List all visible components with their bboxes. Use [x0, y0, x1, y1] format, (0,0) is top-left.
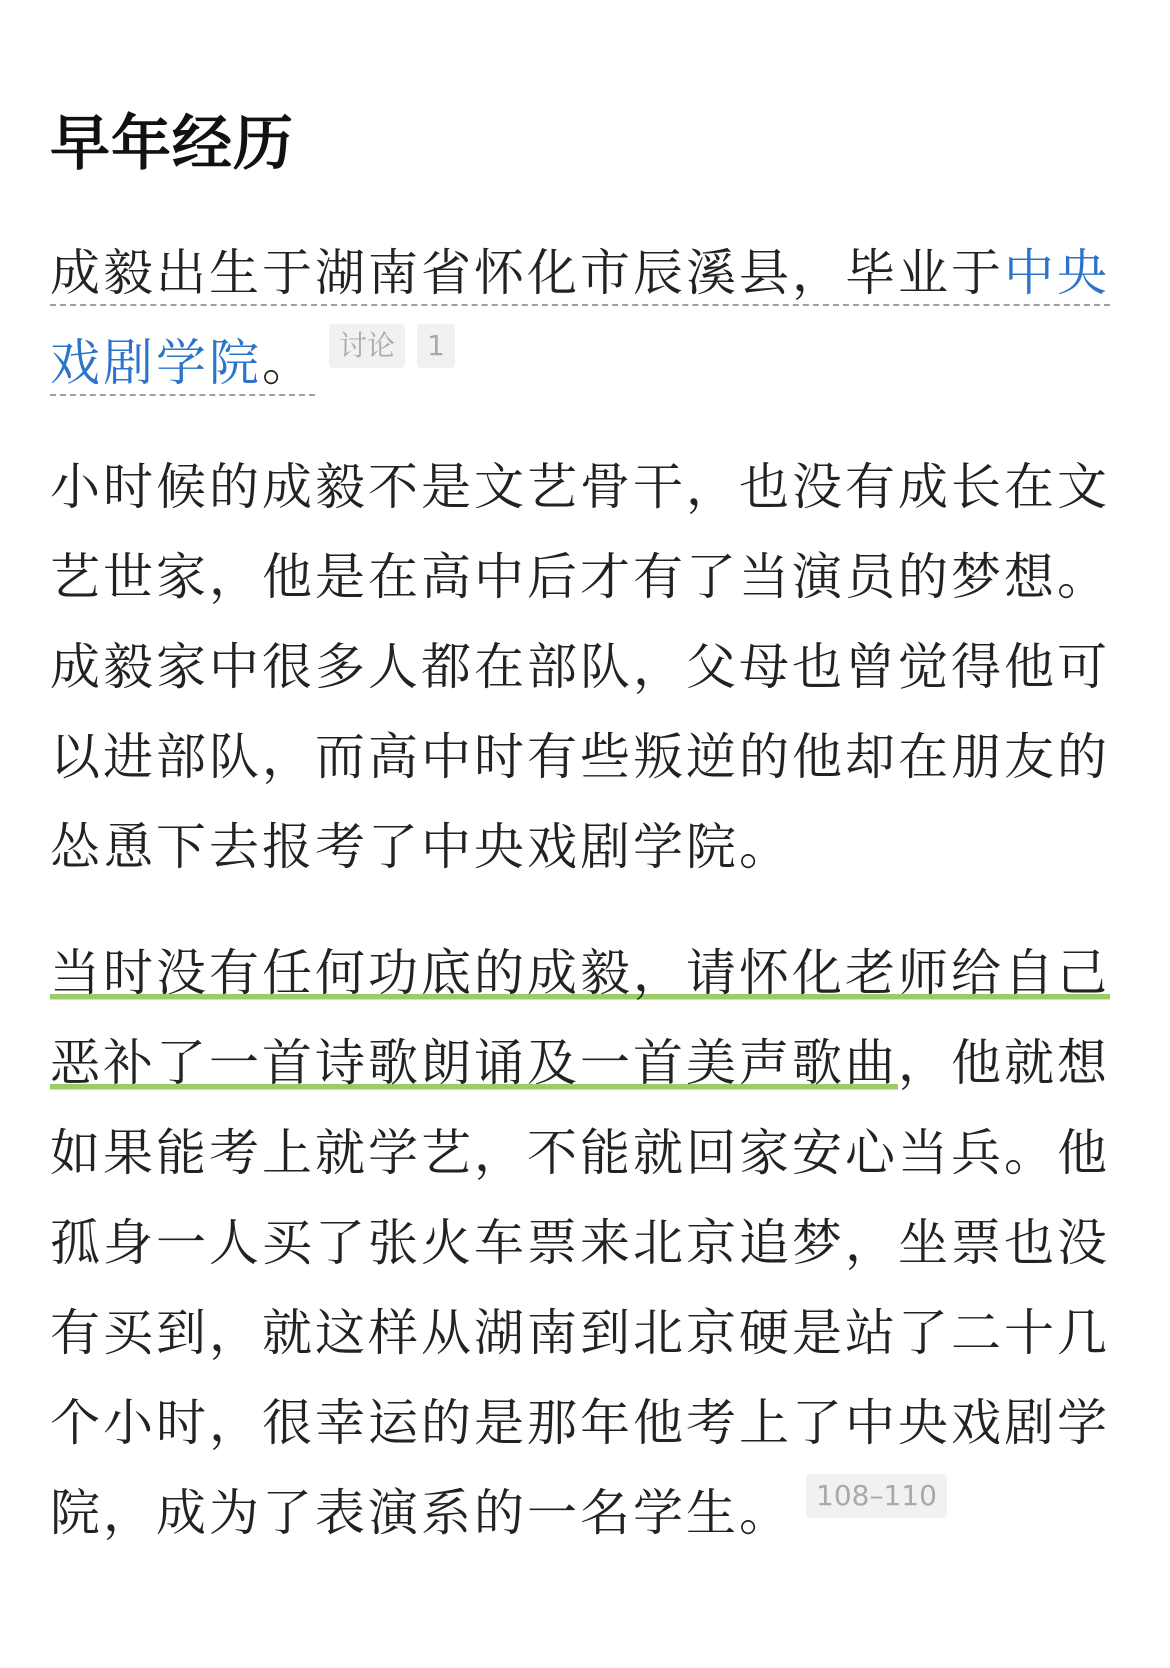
discuss-count-badge[interactable]: 1: [417, 324, 455, 368]
paragraph-childhood: 小时候的成毅不是文艺骨干，也没有成长在文艺世家，他是在高中后才有了当演员的梦想。成毅家中很多人都在部队，父母也曾觉得他可以进部队，而高中时有些叛逆的他却在朋友的怂恿下去报考了中央戏剧学院。: [50, 458, 1110, 876]
citation-badge[interactable]: 108–110: [806, 1474, 947, 1518]
paragraph-text: ，他就想如果能考上就学艺，不能就回家安心当兵。他孤身一人买了张火车票来北京追梦，坐票也没有买到，就这样从湖南到北京硬是站了二十几个小时，很幸运的是那年他考上了中央戏剧学院，成为了表演系的一名学生。: [50, 1034, 1110, 1542]
paragraph-birth: [50, 228, 1122, 408]
highlighted-text[interactable]: 当时没有任何功底的成毅，请怀化老师给自己恶补了一首诗歌朗诵及一首美声歌曲: [50, 944, 1110, 1092]
paragraph-exam: [50, 928, 1122, 1558]
discussed-sentence[interactable]: [50, 244, 1110, 396]
school-link[interactable]: 中央戏剧学院: [50, 244, 1110, 392]
paragraph-text: 成毅出生于湖南省怀化市辰溪县，毕业于: [50, 244, 1004, 302]
section-title: 早年经历: [50, 109, 294, 179]
discuss-tag[interactable]: 讨论: [329, 324, 405, 368]
paragraph-text: 。: [262, 334, 315, 392]
